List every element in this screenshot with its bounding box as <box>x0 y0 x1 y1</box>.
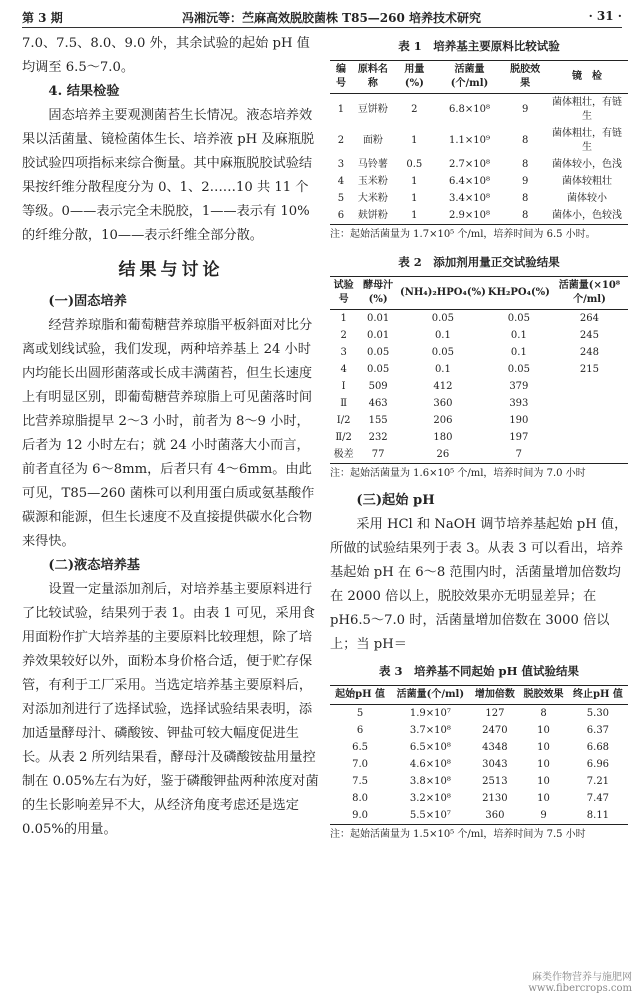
table-cell: 8 <box>540 707 547 719</box>
table-cell: 0.01 <box>367 312 390 324</box>
table-cell: 9.0 <box>352 809 368 821</box>
table-cell: 2 <box>337 134 345 146</box>
table-cell: 232 <box>368 431 388 443</box>
table-header: 活菌量(个/ml) <box>450 64 489 89</box>
table-header: KH₂PO₄(%) <box>487 287 550 298</box>
table-cell: 190 <box>509 414 529 426</box>
table-cell: 215 <box>579 363 599 375</box>
table-cell: 8.0 <box>352 792 368 804</box>
table2-body <box>330 310 628 464</box>
table1-title: 表 1 培养基主要原料比较试验 <box>398 39 560 53</box>
table-row <box>330 125 628 156</box>
table-cell: Ⅱ <box>340 397 348 409</box>
table-cell: 6 <box>356 724 364 736</box>
right-column <box>330 32 628 850</box>
table-cell: 2 <box>340 329 347 341</box>
table-cell: 264 <box>579 312 599 324</box>
table1-note: 注：起始活菌量为 1.7×10⁵ 个/ml，培养时间为 6.5 小时。 <box>330 229 596 240</box>
table-row <box>330 173 628 190</box>
issue-number: 第 3 期 <box>22 11 63 25</box>
table-cell: 10 <box>537 758 550 770</box>
table-cell: 155 <box>368 414 388 426</box>
table-header: 活菌量(个/ml) <box>396 689 465 700</box>
table-header: (NH₄)₂HPO₄(%) <box>399 287 486 298</box>
table-cell: 5.30 <box>586 707 610 719</box>
table3-title: 表 3 培养基不同起始 pH 值试验结果 <box>379 664 579 678</box>
table-cell <box>551 446 628 464</box>
table-cell: 77 <box>371 448 385 460</box>
table-row <box>330 705 628 723</box>
paragraph: 经营养琼脂和葡萄糖营养琼脂平板斜面对比分离或划线试验，我们发现，两种培养基上 24 小时内均能长出圆形菌落或长成丰满菌苔，但生长速度上有明显区别，即葡萄糖营养琼脂上可见菌落时间比营养琼脂提早 2～3 小时，前者为 8～9 小时，后者为 12 小时左右；就 24 小时菌落大小而言，前者直径为 6～8mm，后者只有 4～6mm。由此可见，T85—260 菌株可以利用蛋白质或氨基酸作碳源和能源，但生长速度不及直接提供碳水化合物来得快。 <box>22 318 315 549</box>
table-cell: 菌体较小，色浅 <box>552 158 623 170</box>
table1-body <box>330 94 628 225</box>
table2-note: 注：起始活菌量为 1.6×10⁵ 个/ml，培养时间为 7.0 小时 <box>330 468 586 479</box>
table3-note: 注：起始活菌量为 1.5×10⁵ 个/ml，培养时间为 7.5 小时 <box>330 829 586 840</box>
table-cell: 0.1 <box>434 329 451 341</box>
table-row <box>330 446 628 464</box>
table-cell: 2130 <box>482 792 508 804</box>
table-row <box>330 807 628 825</box>
table-cell: 6.8×10⁸ <box>448 103 490 115</box>
table-cell: 0.05 <box>431 312 455 324</box>
table-cell: 7.21 <box>586 775 610 787</box>
table-cell: 1 <box>411 175 418 187</box>
table2 <box>330 276 628 464</box>
table-header: 终止pH 值 <box>572 689 623 700</box>
table-cell: 0.1 <box>510 329 527 341</box>
paragraph: 设置一定量添加剂后，对培养基主要原料进行了比较试验，结果列于表 1。由表 1 可见，采用食用面粉作扩大培养基的主要原料比较理想，除了培养效果较好以外，面粉本身价格合适，便于贮存保管，有利于工厂采用。当选定培养基主要原料后，对添加剂进行了选择试验，选择试验结果表明，添加适量酵母汁、磷酸铵、钾盐可较大幅度促进生长。从表 2 所列结果看，酵母汁及磷酸铵盐用量控制在 0.05%左右为好，鉴于磷酸钾盐两种浓度对菌的生长影响差异不大，从经济角度考虑还是选定 0.05%的用量。 <box>22 582 319 837</box>
table-cell: 8 <box>521 158 529 170</box>
table-cell: 菌体粗壮，有链生 <box>552 127 623 153</box>
table-cell: 3 <box>337 158 345 170</box>
table-row <box>330 378 628 395</box>
table-row <box>330 756 628 773</box>
table-cell: 206 <box>433 414 453 426</box>
table-header: 起始pH 值 <box>335 689 386 700</box>
table-row <box>330 790 628 807</box>
paragraph: 采用 HCl 和 NaOH 调节培养基起始 pH 值，所做的试验结果列于表 3。从表 3 可以看出，培养基起始 pH 在 6～8 范围内时，活菌量增加倍数均在 2000 倍以上，脱胶效果亦无明显差异；在 pH6.5～7.0 时，活菌量增加倍数在 3000 倍以上；当 pH＝ <box>330 517 628 652</box>
subsection-heading: (二)液态培养基 <box>48 558 140 573</box>
table-header: 脱胶效果 <box>523 689 564 700</box>
table-cell: 10 <box>537 792 550 804</box>
table-cell: 3043 <box>482 758 508 770</box>
table-cell: 3.4×10⁸ <box>448 192 490 204</box>
table-cell: 2470 <box>482 724 508 736</box>
table-cell: 玉米粉 <box>357 175 388 187</box>
table2-title: 表 2 添加剂用量正交试验结果 <box>398 255 560 269</box>
table-cell: 0.5 <box>406 158 423 170</box>
table-row <box>330 412 628 429</box>
table-cell: 3.8×10⁸ <box>409 775 451 787</box>
running-title: 冯湘沅等：苎麻高效脱胶菌株 T85—260 培养技术研究 <box>182 11 482 25</box>
table-row <box>330 207 628 225</box>
table-row <box>330 190 628 207</box>
table-row <box>330 395 628 412</box>
table-cell: 马铃薯 <box>357 158 388 170</box>
table-cell: 菌体较粗壮 <box>562 175 613 187</box>
table-cell: 5.5×10⁷ <box>409 809 451 821</box>
table-cell: 0.1 <box>434 363 451 375</box>
table-cell: 6.68 <box>586 741 610 753</box>
table-cell: 180 <box>433 431 453 443</box>
table-cell: 6.37 <box>586 724 610 736</box>
table-cell: Ⅰ/2 <box>336 414 351 426</box>
table-cell: 6 <box>337 209 345 221</box>
table-cell: 3 <box>340 346 347 358</box>
table-cell: 1 <box>337 103 345 115</box>
table-cell: 3.7×10⁸ <box>409 724 451 736</box>
table-cell: 360 <box>433 397 453 409</box>
table-cell: 菌体较小 <box>567 192 608 204</box>
table-cell: 豆饼粉 <box>357 103 388 115</box>
table-cell: 极差 <box>333 448 354 460</box>
table-cell: 2.9×10⁸ <box>448 209 490 221</box>
table-cell: 4 <box>340 363 347 375</box>
table-header: 编号 <box>335 64 346 89</box>
left-column <box>22 32 320 842</box>
table-cell: 463 <box>368 397 388 409</box>
table-cell: 0.05 <box>431 346 455 358</box>
table-cell: 1 <box>411 209 418 221</box>
table-cell: 6.4×10⁸ <box>448 175 490 187</box>
table-row <box>330 327 628 344</box>
table-cell: 2513 <box>482 775 508 787</box>
page-number: · 31 · <box>588 9 622 23</box>
table-cell <box>551 395 628 412</box>
table-cell: 0.05 <box>507 312 530 324</box>
table-cell: 0.01 <box>367 329 390 341</box>
table-cell: 1 <box>340 312 347 324</box>
table-cell: 6.5 <box>352 741 368 753</box>
table-cell: 5 <box>356 707 364 719</box>
table3 <box>330 685 628 825</box>
table-row <box>330 722 628 739</box>
table-cell: 8 <box>521 209 529 221</box>
table-header: 活菌量(×10⁸ 个/ml) <box>558 280 621 305</box>
table-cell <box>551 429 628 446</box>
table-cell: 245 <box>579 329 599 341</box>
section-heading: 4. 结果检验 <box>48 84 120 99</box>
table-header: 试验号 <box>333 280 354 305</box>
table-cell: 2 <box>411 103 418 115</box>
table-cell: 197 <box>509 431 529 443</box>
table-row <box>330 310 628 328</box>
page-header <box>22 6 622 28</box>
table-row <box>330 429 628 446</box>
watermark-text: 麻类作物营养与施肥网 <box>532 972 632 983</box>
table-cell: 2.7×10⁸ <box>448 158 490 170</box>
table-row <box>330 94 628 126</box>
table-cell: 1.1×10⁹ <box>448 134 490 146</box>
table-cell: 379 <box>509 380 529 392</box>
table-cell: 1 <box>411 192 418 204</box>
table-row <box>330 739 628 756</box>
table-header: 用量(%) <box>404 64 425 89</box>
section-title: 结果与讨论 <box>118 260 224 280</box>
table-row <box>330 156 628 173</box>
table-cell: 7.0 <box>352 758 368 770</box>
table-cell: 9 <box>540 809 547 821</box>
table-row <box>330 344 628 361</box>
table-cell: 1.9×10⁷ <box>409 707 451 719</box>
table1 <box>330 60 628 225</box>
table-cell: 0.05 <box>367 346 390 358</box>
table-row <box>330 773 628 790</box>
table-cell: 6.5×10⁸ <box>409 741 451 753</box>
table-cell: 9 <box>521 103 529 115</box>
table-cell: 8.11 <box>586 809 610 821</box>
table-cell: 6.96 <box>586 758 610 770</box>
table-cell: 7.47 <box>586 792 610 804</box>
table-cell: 10 <box>537 724 550 736</box>
table-cell: 菌体粗壮，有链生 <box>552 96 623 122</box>
table-cell: 248 <box>579 346 599 358</box>
table-cell: 3.2×10⁸ <box>409 792 451 804</box>
table-cell: 8 <box>521 134 529 146</box>
table-header: 镜 检 <box>572 71 603 82</box>
table-cell: 4348 <box>482 741 508 753</box>
table-header: 脱胶效果 <box>510 64 541 89</box>
paragraph: 固态培养主要观测菌苔生长情况。液态培养效果以活菌量、镜检菌体生长、培养液 pH 及麻瓶脱胶试验四项指标来综合衡量。其中麻瓶脱胶试验结果按纤维分散程度分为 0、1、2……10 共 11 个等级。0——表示完全未脱胶，1——表示有 10% 的纤维分散，10——表示纤维全部分散。 <box>22 108 315 243</box>
table-cell: 8 <box>521 192 529 204</box>
table-cell: 菌体小，色较浅 <box>552 209 623 221</box>
paragraph: 7.0、7.5、8.0、9.0 外，其余试验的起始 pH 值均调至 6.5～7.0。 <box>22 36 310 75</box>
table-cell: 0.05 <box>367 363 390 375</box>
watermark-url: www.fibercrops.com <box>528 983 632 994</box>
table-cell: 麸饼粉 <box>357 209 388 221</box>
table-row <box>330 361 628 378</box>
table-header: 增加倍数 <box>474 689 515 700</box>
table-cell: 509 <box>368 380 388 392</box>
table-cell: Ⅱ/2 <box>335 431 352 443</box>
subsection-heading: (一)固态培养 <box>48 294 127 309</box>
table-cell: 7.5 <box>352 775 368 787</box>
table-cell: 9 <box>521 175 529 187</box>
table-cell: 4 <box>337 175 345 187</box>
table-cell: 127 <box>485 707 505 719</box>
table-cell: 10 <box>537 775 550 787</box>
watermark <box>528 972 632 994</box>
table-cell: 1 <box>411 134 418 146</box>
table-cell: 7 <box>515 448 523 460</box>
table-cell: 5 <box>337 192 345 204</box>
table-cell: Ⅰ <box>341 380 346 392</box>
table-cell <box>551 412 628 429</box>
table-cell: 0.05 <box>507 363 530 375</box>
table-cell: 4.6×10⁸ <box>409 758 451 770</box>
table-cell: 393 <box>509 397 529 409</box>
subsection-heading: (三)起始 pH <box>356 493 435 508</box>
table3-body <box>330 705 628 825</box>
table-cell: 412 <box>433 380 453 392</box>
table-cell: 0.1 <box>510 346 527 358</box>
table-cell: 大米粉 <box>357 192 388 204</box>
table-header: 原料名称 <box>357 64 388 89</box>
table-cell: 面粉 <box>362 134 383 146</box>
table-header: 酵母汁(%) <box>363 280 394 305</box>
table-cell: 10 <box>537 741 550 753</box>
table-cell: 26 <box>436 448 450 460</box>
table-cell: 360 <box>485 809 505 821</box>
table-cell <box>551 378 628 395</box>
